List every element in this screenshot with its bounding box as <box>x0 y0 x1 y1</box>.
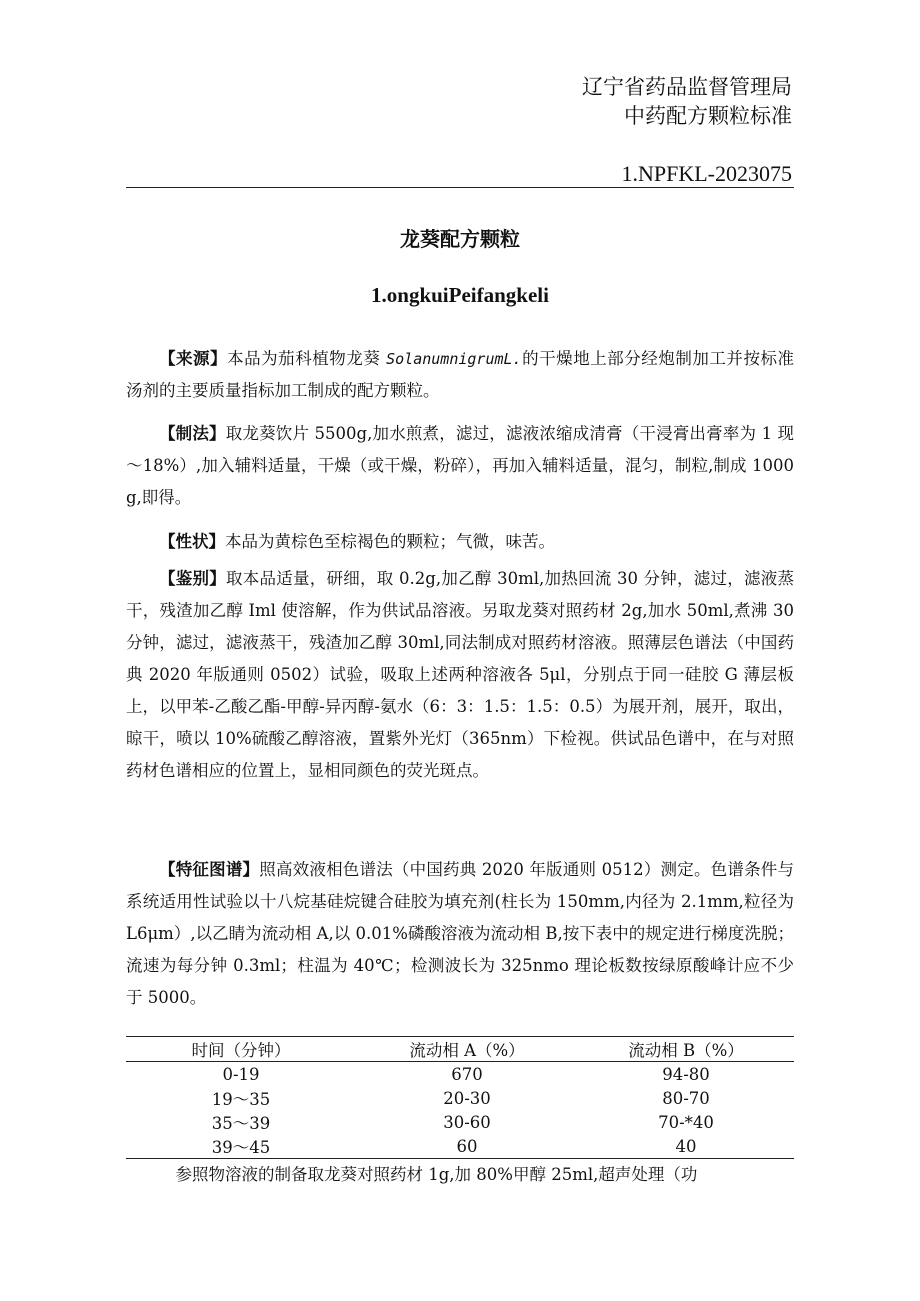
standard-number: 1.NPFKL-2023075 <box>621 161 792 186</box>
section-text: 的干燥地上部分经炮制加工并按标准汤剂的主要质量指标加工制成的配方颗粒。 <box>126 349 795 400</box>
table-cell: 94-80 <box>662 1064 710 1084</box>
section-text: 取本品适量，研细，取 0.2g,加乙醇 30ml,加热回流 30 分钟，滤过，滤液蒸干，残渣加乙醇 Iml 使溶解，作为供试品溶液。另取龙葵对照药材 2g,加水 50ml,煮沸 30 分钟，滤过，滤液蒸干，残渣加乙醇 30ml,同法制成对照药材溶液。照薄层色谱法（中国药典 2020 年版通则 0502）试验，吸取上述两种溶液各 5μl，分别点于同一硅胶 G 薄层板上，以甲苯-乙酸乙酯-甲醇-异丙醇-氨水（6：3：1.5：1.5：0.5）为展开剂，展开，取出，晾干，喷以 10%硫酸乙醇溶液，置紫外光灯（365nm）下检视。供试品色谱中，在与对照药材色谱相应的位置上，显相同颜色的荧光斑点。 <box>126 569 795 780</box>
table-cell: 39～45 <box>211 1138 271 1157</box>
table-cell: 35～39 <box>211 1114 271 1133</box>
section-text: 取龙葵饮片 5500g,加水煎煮，滤过，滤液浓缩成清膏（干浸膏出膏率为 1 现～18%）,加入辅料适量，干燥（或干燥，粉碎），再加入辅料适量，混匀，制粒,制成 1000g,即得。 <box>126 424 794 507</box>
table-row <box>126 1062 794 1087</box>
table-cell: 40 <box>675 1136 697 1156</box>
section-label: 【制法】 <box>159 424 226 443</box>
reference-solution-text: 参照物溶液的制备取龙葵对照药材 1g,加 80%甲醇 25ml,超声处理（功 <box>175 1165 698 1184</box>
table-cell: 0-19 <box>222 1064 260 1084</box>
table-cell: 30-60 <box>443 1112 491 1132</box>
section-label: 【特征图谱】 <box>159 860 260 879</box>
column-header: 时间（分钟） <box>191 1041 291 1060</box>
section-text: 照高效液相色谱法（中国药典 2020 年版通则 0512）测定。色谱条件与系统适用性试验以十八烷基硅烷键合硅胶为填充剂(柱长为 150mm,内径为 2.1mm,粒径为 L6μm）,以乙睛为流动相 A,以 0.01%磷酸溶液为流动相 B,按下表中的规定进行梯度洗脱；流速为每分钟 0.3ml；柱温为 40℃；检测波长为 325nmo 理论板数按绿原酸峰计应不少于 5000。 <box>126 860 795 1007</box>
section-appearance <box>126 526 794 558</box>
table-row <box>126 1086 794 1110</box>
gradient-table <box>126 1036 794 1159</box>
section-text: 本品为黄棕色至棕褐色的颗粒；气微，味苦。 <box>225 532 555 551</box>
section-label: 【来源】 <box>159 349 228 368</box>
latin-name: SolanumnigrumL. <box>386 350 522 368</box>
header-divider <box>126 187 794 188</box>
table-cell: 20-30 <box>443 1088 491 1108</box>
document-title: 龙葵配方颗粒 <box>400 227 520 251</box>
table-cell: 70-*40 <box>658 1112 714 1132</box>
table-row <box>126 1134 794 1159</box>
standard-category: 中药配方颗粒标准 <box>624 104 792 128</box>
section-text: 本品为茄科植物龙葵 <box>227 349 387 368</box>
table-cell: 670 <box>451 1064 483 1084</box>
table-cell: 60 <box>456 1136 478 1156</box>
column-header: 流动相 A（%） <box>409 1041 525 1060</box>
table-row <box>126 1110 794 1134</box>
column-header: 流动相 B（%） <box>628 1041 744 1060</box>
section-identification <box>126 563 794 787</box>
section-method <box>126 418 794 514</box>
table-header-row <box>126 1037 794 1062</box>
section-label: 【性状】 <box>159 532 225 551</box>
table-cell: 80-70 <box>662 1088 710 1108</box>
section-fingerprint <box>126 854 794 1014</box>
section-source <box>126 343 794 407</box>
document-subtitle: 1.ongkuiPeifangkeli <box>371 283 549 307</box>
section-label: 【鉴别】 <box>159 569 227 588</box>
issuing-authority: 辽宁省药品监督管理局 <box>582 75 792 99</box>
table-cell: 19～35 <box>211 1090 271 1109</box>
